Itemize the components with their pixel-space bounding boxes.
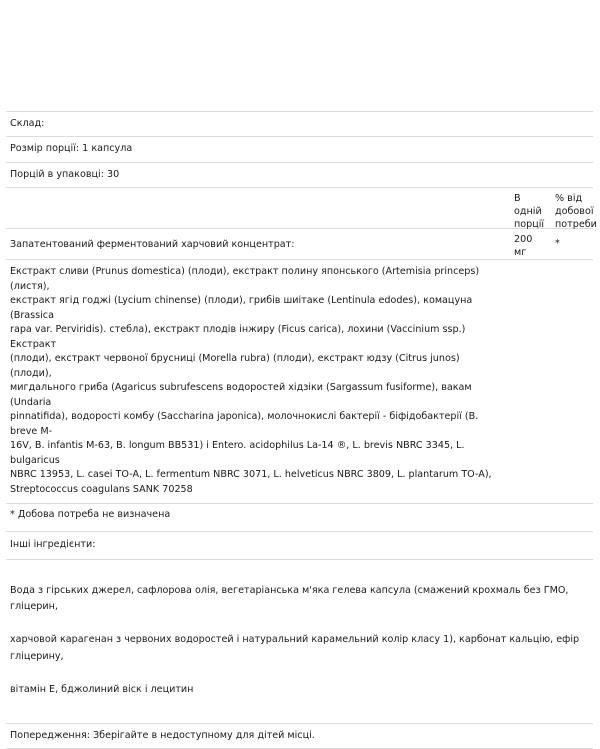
other-ingredients-line: вітамін Е, бджолиний віск і лецитин	[10, 683, 194, 695]
serving-size: Розмір порції: 1 капсула	[10, 143, 133, 155]
main-ingredient-amount	[514, 233, 548, 259]
supplement-facts-panel	[6, 111, 597, 749]
amount-per-serving-header	[514, 192, 548, 231]
daily-value-footnote: * Добова потреба не визначена	[10, 509, 171, 521]
ingredient-list	[6, 260, 593, 504]
other-ingredients-line: харчовой карагенан з червоних водоростей і натуральний карамельний колір класу 1), карбонат кальцію, ефір гліцерину,	[10, 634, 580, 662]
dv-header-line: добової	[555, 206, 594, 218]
ingredient-list-line: (плоди), екстракт червоної брусниці (Morella rubra) (плоди), екстракт юдзу (Citrus junos) (плоди),	[10, 353, 460, 379]
main-ingredient-row	[6, 229, 593, 260]
composition-label: Склад:	[10, 118, 45, 129]
main-ingredient-name: Запатентований ферментований харчовий концентрат:	[10, 239, 295, 251]
warning-row	[6, 724, 593, 749]
other-ingredients-line: Вода з гірських джерел, сафлорова олія, вегетаріанська м'яка гелева капсула (смажений крохмаль без ГМО, гліцерин,	[10, 584, 569, 613]
dv-header-line: % від	[555, 193, 583, 205]
amount-header-line: В	[514, 193, 521, 205]
other-ingredients-row	[6, 560, 593, 724]
footnote-row	[6, 504, 593, 531]
ingredient-list-line: екстракт ягід годжі (Lycium chinense) (плоди), грибів шиітаке (Lentinula edodes), комацуна (Brassica	[10, 295, 473, 321]
dv-header-line: потреби	[555, 219, 597, 231]
servings-per-container: Порцій в упаковці: 30	[10, 168, 120, 180]
main-ingredient-dv: *	[555, 238, 560, 250]
other-ingredients-title-row	[6, 532, 593, 560]
servings-per-container-row	[6, 163, 593, 188]
ingredient-list-line: pinnatifida), водорості комбу (Saccharina japonica), молочнокислі бактерії - біфідобактерії (B. breve M-	[10, 411, 479, 437]
ingredient-list-line: rapa var. Perviridis). стебла), екстракт плодів інжиру (Ficus carica), лохини (Vaccinium ssp.) Екстракт	[10, 324, 466, 350]
ingredient-list-line: Екстракт сливи (Prunus domestica) (плоди), екстракт полину японського (Artemisia princeps) (листя),	[10, 266, 480, 292]
other-ingredients-title: Інші інгредієнти:	[10, 538, 96, 550]
daily-value-header	[555, 192, 595, 231]
ingredient-list-line: Streptococcus coagulans SANK 70258	[10, 483, 193, 495]
amount-unit: мг	[514, 247, 527, 259]
amount-value: 200	[514, 234, 533, 246]
warning-text: Попередження: Зберігайте в недоступному для дітей місці.	[10, 729, 315, 741]
serving-size-row	[6, 137, 593, 162]
amount-header-line: одній	[514, 206, 542, 218]
amount-header-line: порції	[514, 219, 545, 231]
composition-row	[6, 112, 593, 137]
table-header-row	[6, 188, 597, 231]
ingredient-list-line: NBRC 13953, L. casei TO-A, L. fermentum NBRC 3071, L. helveticus NBRC 3809, L. plantarum TO-A),	[10, 469, 492, 481]
ingredient-list-line: 16V, B. infantis M-63, B. longum BB531) і Entero. acidophilus La-14 ®, L. brevis NBRC 3345, L. bulgaricus	[10, 440, 465, 466]
ingredient-list-line: мигдального гриба (Agaricus subrufescens водоростей хідзіки (Sargassum fusiforme), вакам (Undaria	[10, 382, 472, 408]
